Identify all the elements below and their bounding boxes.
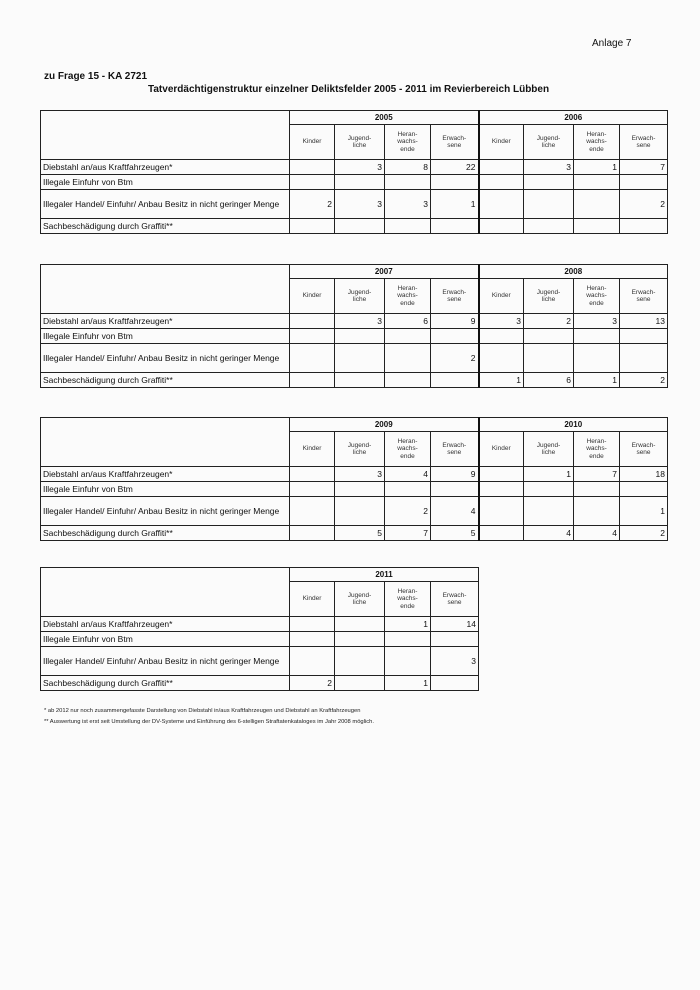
value-cell: 2 — [524, 314, 574, 329]
column-header: Kinder — [479, 432, 524, 467]
year-header: 2011 — [290, 568, 479, 582]
table-2007-2008 — [40, 264, 668, 388]
value-cell — [431, 676, 479, 691]
value-cell — [431, 175, 479, 190]
value-cell: 3 — [524, 160, 574, 175]
column-header: Erwach- sene — [431, 125, 479, 160]
value-cell: 6 — [524, 373, 574, 388]
value-cell: 4 — [524, 526, 574, 541]
column-header: Erwach- sene — [431, 582, 479, 617]
value-cell — [574, 344, 620, 373]
value-cell — [479, 175, 524, 190]
value-cell — [290, 373, 335, 388]
value-cell — [290, 314, 335, 329]
value-cell — [385, 344, 431, 373]
value-cell: 2 — [290, 190, 335, 219]
value-cell: 3 — [385, 190, 431, 219]
value-cell — [479, 329, 524, 344]
value-cell — [479, 160, 524, 175]
value-cell — [574, 329, 620, 344]
column-header: Kinder — [290, 125, 335, 160]
table-row — [41, 219, 668, 234]
year-header: 2006 — [479, 111, 668, 125]
value-cell: 2 — [385, 497, 431, 526]
column-header: Heran- wachs- ende — [385, 432, 431, 467]
table-row — [41, 617, 479, 632]
value-cell — [620, 219, 668, 234]
row-label: Illegaler Handel/ Einfuhr/ Anbau Besitz in nicht geringer Menge — [41, 190, 290, 219]
question-reference: zu Frage 15 - KA 2721 — [44, 71, 148, 82]
value-cell — [524, 175, 574, 190]
value-cell: 1 — [479, 373, 524, 388]
table-row — [41, 526, 668, 541]
value-cell — [335, 482, 385, 497]
value-cell — [385, 175, 431, 190]
column-header: Heran- wachs- ende — [385, 279, 431, 314]
column-header: Heran- wachs- ende — [574, 125, 620, 160]
row-label: Illegale Einfuhr von Btm — [41, 329, 290, 344]
value-cell: 22 — [431, 160, 479, 175]
annex-label: Anlage 7 — [592, 38, 632, 49]
table-row — [41, 467, 668, 482]
value-cell: 9 — [431, 467, 479, 482]
year-header: 2007 — [290, 265, 479, 279]
value-cell: 1 — [574, 160, 620, 175]
value-cell — [290, 647, 335, 676]
value-cell: 3 — [431, 647, 479, 676]
column-header: Jugend- liche — [335, 125, 385, 160]
data-table — [40, 110, 668, 234]
value-cell — [290, 160, 335, 175]
value-cell: 6 — [385, 314, 431, 329]
column-header: Erwach- sene — [620, 125, 668, 160]
column-header: Jugend- liche — [524, 432, 574, 467]
value-cell — [290, 467, 335, 482]
value-cell — [479, 219, 524, 234]
table-row — [41, 175, 668, 190]
value-cell — [335, 219, 385, 234]
value-cell — [385, 647, 431, 676]
value-cell — [574, 190, 620, 219]
value-cell — [431, 219, 479, 234]
year-header: 2005 — [290, 111, 479, 125]
value-cell: 1 — [574, 373, 620, 388]
data-table — [40, 567, 479, 691]
value-cell — [431, 373, 479, 388]
table-row — [41, 190, 668, 219]
value-cell — [385, 373, 431, 388]
value-cell: 8 — [385, 160, 431, 175]
column-header: Erwach- sene — [620, 279, 668, 314]
footnotes — [44, 706, 374, 728]
value-cell: 4 — [574, 526, 620, 541]
column-header: Kinder — [479, 279, 524, 314]
column-header: Erwach- sene — [431, 432, 479, 467]
value-cell — [620, 175, 668, 190]
column-header: Heran- wachs- ende — [574, 432, 620, 467]
row-label: Illegaler Handel/ Einfuhr/ Anbau Besitz in nicht geringer Menge — [41, 647, 290, 676]
row-label: Diebstahl an/aus Kraftfahrzeugen* — [41, 160, 290, 175]
table-row — [41, 676, 479, 691]
value-cell: 2 — [431, 344, 479, 373]
row-label: Diebstahl an/aus Kraftfahrzeugen* — [41, 467, 290, 482]
table-row — [41, 314, 668, 329]
value-cell — [431, 632, 479, 647]
value-cell: 3 — [335, 467, 385, 482]
column-header: Jugend- liche — [524, 125, 574, 160]
value-cell — [290, 219, 335, 234]
value-cell: 3 — [335, 160, 385, 175]
value-cell — [290, 329, 335, 344]
value-cell — [524, 190, 574, 219]
value-cell: 1 — [620, 497, 668, 526]
footnote-2: ** Auswertung ist erst seit Umstellung der DV-Systeme und Einführung des 6-stelligen Straftatenkataloges im Jahr 2008 möglich. — [44, 719, 374, 725]
data-table — [40, 264, 668, 388]
value-cell — [431, 482, 479, 497]
value-cell: 2 — [620, 190, 668, 219]
value-cell — [620, 482, 668, 497]
value-cell — [385, 632, 431, 647]
value-cell — [335, 344, 385, 373]
value-cell: 14 — [431, 617, 479, 632]
value-cell: 1 — [524, 467, 574, 482]
column-header: Jugend- liche — [335, 279, 385, 314]
column-header: Heran- wachs- ende — [385, 582, 431, 617]
column-header: Jugend- liche — [335, 582, 385, 617]
value-cell — [479, 497, 524, 526]
value-cell — [524, 482, 574, 497]
value-cell: 5 — [335, 526, 385, 541]
column-header: Erwach- sene — [620, 432, 668, 467]
table-2005-2006 — [40, 110, 668, 234]
value-cell — [385, 329, 431, 344]
value-cell: 2 — [620, 373, 668, 388]
data-table — [40, 417, 668, 541]
value-cell — [479, 526, 524, 541]
value-cell: 3 — [335, 190, 385, 219]
value-cell — [335, 497, 385, 526]
value-cell: 3 — [479, 314, 524, 329]
value-cell — [290, 526, 335, 541]
table-2009-2010 — [40, 417, 668, 541]
value-cell — [574, 219, 620, 234]
value-cell: 7 — [385, 526, 431, 541]
column-header: Jugend- liche — [524, 279, 574, 314]
value-cell: 1 — [385, 617, 431, 632]
column-header: Heran- wachs- ende — [574, 279, 620, 314]
value-cell — [479, 482, 524, 497]
footnote-1: * ab 2012 nur noch zusammengefasste Darstellung von Diebstahl in/aus Kraftfahrzeugen und Diebstahl an Kraftfahrzeugen — [44, 708, 361, 714]
value-cell — [479, 344, 524, 373]
value-cell — [524, 497, 574, 526]
table-row — [41, 160, 668, 175]
value-cell — [479, 467, 524, 482]
value-cell: 2 — [290, 676, 335, 691]
value-cell — [290, 344, 335, 373]
table-row — [41, 329, 668, 344]
column-header: Kinder — [290, 279, 335, 314]
value-cell — [385, 482, 431, 497]
value-cell: 5 — [431, 526, 479, 541]
row-label: Illegaler Handel/ Einfuhr/ Anbau Besitz in nicht geringer Menge — [41, 344, 290, 373]
row-label: Diebstahl an/aus Kraftfahrzeugen* — [41, 617, 290, 632]
value-cell: 1 — [385, 676, 431, 691]
value-cell: 4 — [431, 497, 479, 526]
value-cell — [524, 219, 574, 234]
value-cell — [620, 344, 668, 373]
value-cell: 9 — [431, 314, 479, 329]
value-cell — [290, 632, 335, 647]
row-label: Diebstahl an/aus Kraftfahrzeugen* — [41, 314, 290, 329]
value-cell — [290, 175, 335, 190]
value-cell — [574, 497, 620, 526]
value-cell: 3 — [574, 314, 620, 329]
value-cell: 7 — [574, 467, 620, 482]
value-cell — [335, 329, 385, 344]
value-cell — [335, 175, 385, 190]
table-corner — [41, 265, 290, 314]
row-label: Sachbeschädigung durch Graffiti** — [41, 526, 290, 541]
value-cell: 4 — [385, 467, 431, 482]
value-cell — [335, 647, 385, 676]
table-row — [41, 632, 479, 647]
value-cell — [335, 632, 385, 647]
value-cell: 2 — [620, 526, 668, 541]
row-label: Illegaler Handel/ Einfuhr/ Anbau Besitz in nicht geringer Menge — [41, 497, 290, 526]
year-header: 2009 — [290, 418, 479, 432]
table-row — [41, 373, 668, 388]
value-cell — [431, 329, 479, 344]
value-cell — [335, 373, 385, 388]
value-cell: 1 — [431, 190, 479, 219]
row-label: Sachbeschädigung durch Graffiti** — [41, 373, 290, 388]
value-cell: 3 — [335, 314, 385, 329]
value-cell — [574, 175, 620, 190]
value-cell — [290, 497, 335, 526]
value-cell: 18 — [620, 467, 668, 482]
value-cell — [385, 219, 431, 234]
value-cell — [335, 617, 385, 632]
row-label: Sachbeschädigung durch Graffiti** — [41, 219, 290, 234]
column-header: Erwach- sene — [431, 279, 479, 314]
row-label: Illegale Einfuhr von Btm — [41, 632, 290, 647]
value-cell — [335, 676, 385, 691]
row-label: Sachbeschädigung durch Graffiti** — [41, 676, 290, 691]
value-cell — [290, 482, 335, 497]
table-corner — [41, 418, 290, 467]
value-cell — [524, 344, 574, 373]
value-cell: 7 — [620, 160, 668, 175]
row-label: Illegale Einfuhr von Btm — [41, 175, 290, 190]
value-cell: 13 — [620, 314, 668, 329]
value-cell — [524, 329, 574, 344]
column-header: Kinder — [290, 432, 335, 467]
value-cell — [290, 617, 335, 632]
year-header: 2008 — [479, 265, 668, 279]
column-header: Heran- wachs- ende — [385, 125, 431, 160]
document-title: Tatverdächtigenstruktur einzelner Deliktsfelder 2005 - 2011 im Revierbereich Lübben — [148, 84, 550, 95]
table-corner — [41, 111, 290, 160]
table-2011 — [40, 567, 479, 691]
value-cell — [574, 482, 620, 497]
column-header: Kinder — [290, 582, 335, 617]
table-corner — [41, 568, 290, 617]
value-cell — [479, 190, 524, 219]
year-header: 2010 — [479, 418, 668, 432]
table-row — [41, 344, 668, 373]
table-row — [41, 647, 479, 676]
table-row — [41, 497, 668, 526]
value-cell — [620, 329, 668, 344]
table-row — [41, 482, 668, 497]
column-header: Kinder — [479, 125, 524, 160]
column-header: Jugend- liche — [335, 432, 385, 467]
row-label: Illegale Einfuhr von Btm — [41, 482, 290, 497]
